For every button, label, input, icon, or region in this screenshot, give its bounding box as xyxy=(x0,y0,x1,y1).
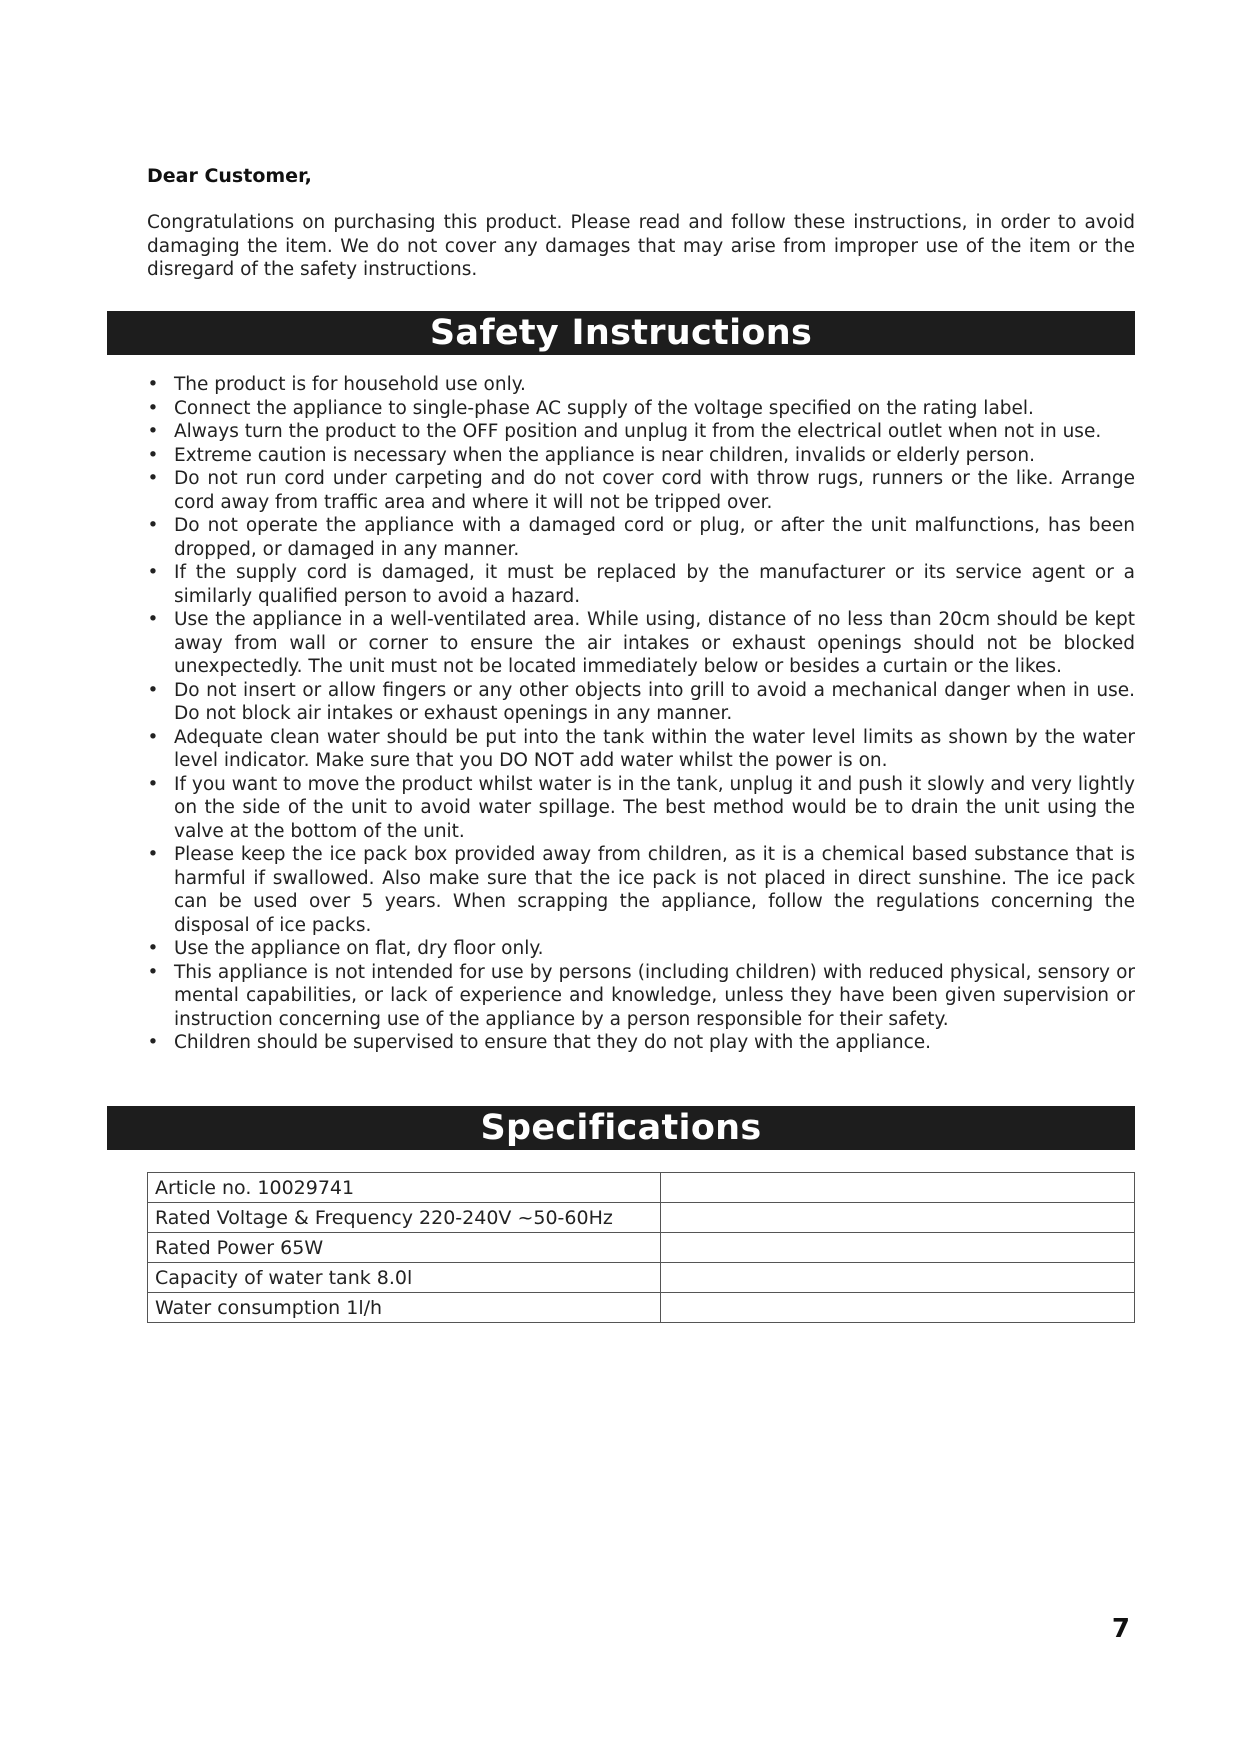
bullet-icon: • xyxy=(147,773,159,795)
spec-value-cell xyxy=(661,1263,1135,1293)
list-item: • Adequate clean water should be put into the tank within the water level limits as shown by the water level indicator. Make sure that you DO NOT add water whilst the power is on. xyxy=(143,726,1135,773)
specifications-table xyxy=(147,1172,1135,1323)
table-row xyxy=(148,1293,1135,1323)
bullet-icon: • xyxy=(147,562,159,583)
spec-label-cell: Rated Voltage & Frequency 220-240V ~50-60Hz xyxy=(148,1203,661,1233)
list-item: • Use the appliance in a well-ventilated area. While using, distance of no less than 20cm should be kept away from wall or corner to ensure the air intakes or exhaust openings should not be blocked unexpectedly. The unit must not be located immediately below or besides a curtain or the likes. xyxy=(143,608,1135,679)
bullet-icon: • xyxy=(147,1032,159,1053)
bullet-icon: • xyxy=(147,444,159,466)
bullet-icon: • xyxy=(147,679,159,701)
bullet-icon: • xyxy=(147,421,159,442)
list-item: • Do not insert or allow fingers or any other objects into grill to avoid a mechanical danger when in use. Do not block air intakes or exhaust openings in any manner. xyxy=(143,679,1135,726)
list-item: • Do not run cord under carpeting and do not cover cord with throw rugs, runners or the like. Arrange cord away from traffic area and where it will not be tripped over. xyxy=(143,467,1135,514)
spec-label-cell: Rated Power 65W xyxy=(148,1233,661,1263)
table-row xyxy=(148,1263,1135,1293)
list-item: • Connect the appliance to single-phase AC supply of the voltage specified on the rating label. xyxy=(143,397,1135,421)
list-item: • Extreme caution is necessary when the appliance is near children, invalids or elderly person. xyxy=(143,444,1135,468)
bullet-icon: • xyxy=(147,397,159,419)
spec-value-cell xyxy=(661,1293,1135,1323)
greeting: Dear Customer, xyxy=(147,165,312,187)
list-item: • Please keep the ice pack box provided away from children, as it is a chemical based substance that is harmful if swallowed. Also make sure that the ice pack is not placed in direct sunshine. The ice pack can be used over 5 years. When scrapping the appliance, follow the regulations concerning the disposal of ice packs. xyxy=(143,843,1135,937)
bullet-icon: • xyxy=(147,609,159,630)
list-item: • This appliance is not intended for use by persons (including children) with reduced physical, sensory or mental capabilities, or lack of experience and knowledge, unless they have been given supervision or instruction concerning use of the appliance by a person responsible for their safety. xyxy=(143,961,1135,1032)
list-item: • Do not operate the appliance with a damaged cord or plug, or after the unit malfunctions, has been dropped, or damaged in any manner. xyxy=(143,514,1135,561)
spec-value-cell xyxy=(661,1173,1135,1203)
table-row xyxy=(148,1203,1135,1233)
bullet-icon: • xyxy=(147,374,159,395)
bullet-icon: • xyxy=(147,844,159,865)
safety-instructions-list xyxy=(143,373,1135,1055)
list-item: • The product is for household use only. xyxy=(143,373,1135,397)
bullet-icon: • xyxy=(147,468,159,489)
bullet-icon: • xyxy=(147,938,159,959)
list-item: • If the supply cord is damaged, it must be replaced by the manufacturer or its service agent or a similarly qualified person to avoid a hazard. xyxy=(143,561,1135,608)
spec-value-cell xyxy=(661,1233,1135,1263)
spec-label-cell: Article no. 10029741 xyxy=(148,1173,661,1203)
spec-value-cell xyxy=(661,1203,1135,1233)
bullet-icon: • xyxy=(147,961,159,983)
list-item: • Always turn the product to the OFF position and unplug it from the electrical outlet when not in use. xyxy=(143,420,1135,444)
spec-label-cell: Capacity of water tank 8.0l xyxy=(148,1263,661,1293)
list-item: • Children should be supervised to ensure that they do not play with the appliance. xyxy=(143,1031,1135,1055)
intro-paragraph: Congratulations on purchasing this product. Please read and follow these instructions, in order to avoid damaging the item. We do not cover any damages that may arise from improper use of the item or the disregard of the safety instructions. xyxy=(147,212,1135,280)
spec-label-cell: Water consumption 1l/h xyxy=(148,1293,661,1323)
table-row xyxy=(148,1233,1135,1263)
bullet-icon: • xyxy=(147,515,159,536)
table-row xyxy=(148,1173,1135,1203)
page-number: 7 xyxy=(1111,1614,1130,1644)
bullet-icon: • xyxy=(147,726,159,748)
specifications-heading: Specifications xyxy=(107,1106,1135,1150)
list-item: • Use the appliance on flat, dry floor only. xyxy=(143,937,1135,961)
list-item: • If you want to move the product whilst water is in the tank, unplug it and push it slowly and very lightly on the side of the unit to avoid water spillage. The best method would be to drain the unit using the valve at the bottom of the unit. xyxy=(143,773,1135,844)
safety-instructions-heading: Safety Instructions xyxy=(107,311,1135,355)
